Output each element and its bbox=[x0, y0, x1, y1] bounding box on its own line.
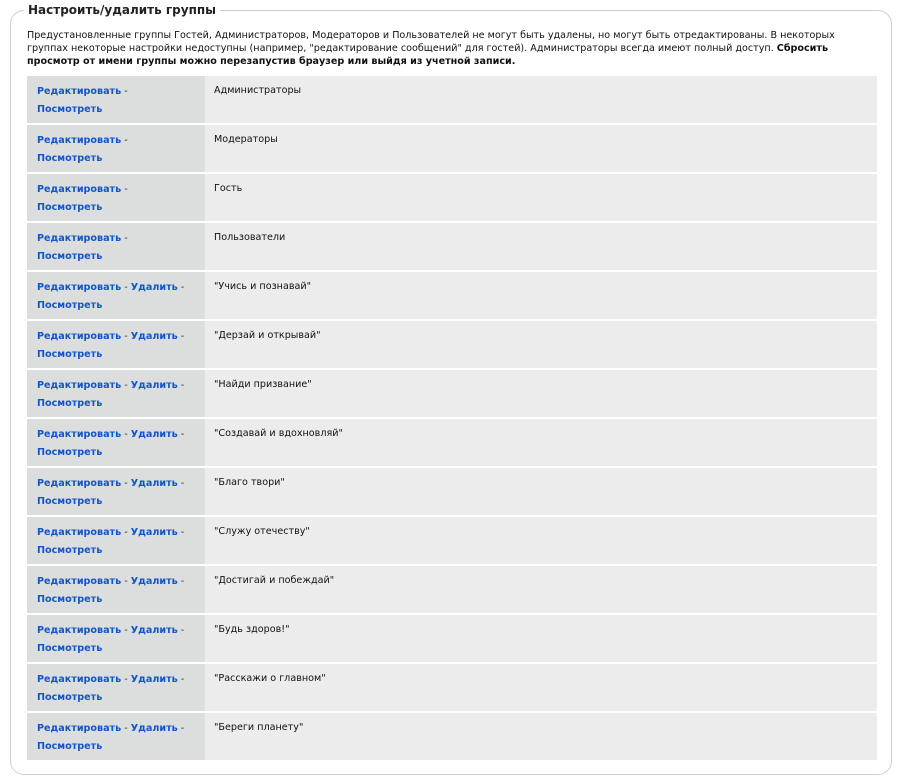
link-separator: - bbox=[177, 674, 185, 685]
group-row bbox=[27, 223, 877, 270]
delete-group-link[interactable]: Удалить bbox=[130, 674, 178, 685]
groups-table bbox=[27, 76, 877, 762]
edit-group-link[interactable]: Редактировать bbox=[37, 86, 122, 97]
view-as-group-link[interactable]: Посмотреть bbox=[37, 545, 103, 556]
view-as-group-link[interactable]: Посмотреть bbox=[37, 153, 103, 164]
view-as-group-link[interactable]: Посмотреть bbox=[37, 202, 103, 213]
link-separator: - bbox=[121, 478, 131, 489]
view-as-group-link[interactable]: Посмотреть bbox=[37, 251, 103, 262]
delete-group-link[interactable]: Удалить bbox=[130, 723, 178, 734]
group-row bbox=[27, 468, 877, 515]
group-name: Пользователи bbox=[205, 223, 877, 270]
group-name: "Достигай и побеждай" bbox=[205, 566, 877, 613]
delete-group-link[interactable]: Удалить bbox=[130, 478, 178, 489]
edit-group-link[interactable]: Редактировать bbox=[37, 184, 122, 195]
edit-group-link[interactable]: Редактировать bbox=[37, 527, 122, 538]
delete-group-link[interactable]: Удалить bbox=[130, 331, 178, 342]
link-separator: - bbox=[177, 429, 185, 440]
view-as-group-link[interactable]: Посмотреть bbox=[37, 643, 103, 654]
group-name: "Дерзай и открывай" bbox=[205, 321, 877, 368]
link-separator: - bbox=[121, 380, 131, 391]
group-actions-cell bbox=[27, 272, 205, 319]
group-name: "Береги планету" bbox=[205, 713, 877, 760]
group-actions-cell bbox=[27, 76, 205, 123]
delete-group-link[interactable]: Удалить bbox=[130, 282, 178, 293]
edit-group-link[interactable]: Редактировать bbox=[37, 331, 122, 342]
edit-group-link[interactable]: Редактировать bbox=[37, 429, 122, 440]
group-actions-cell bbox=[27, 566, 205, 613]
group-actions-cell bbox=[27, 321, 205, 368]
edit-group-link[interactable]: Редактировать bbox=[37, 135, 122, 146]
edit-group-link[interactable]: Редактировать bbox=[37, 282, 122, 293]
view-as-group-link[interactable]: Посмотреть bbox=[37, 741, 103, 752]
edit-group-link[interactable]: Редактировать bbox=[37, 674, 122, 685]
group-row bbox=[27, 566, 877, 613]
group-actions-cell bbox=[27, 664, 205, 711]
group-row bbox=[27, 713, 877, 760]
delete-group-link[interactable]: Удалить bbox=[130, 625, 178, 636]
link-separator: - bbox=[121, 576, 131, 587]
view-as-group-link[interactable]: Посмотреть bbox=[37, 349, 103, 360]
link-separator: - bbox=[121, 135, 128, 146]
group-actions-cell bbox=[27, 517, 205, 564]
group-row bbox=[27, 272, 877, 319]
group-actions-cell bbox=[27, 223, 205, 270]
link-separator: - bbox=[177, 527, 185, 538]
link-separator: - bbox=[177, 331, 185, 342]
link-separator: - bbox=[121, 527, 131, 538]
group-actions-cell bbox=[27, 615, 205, 662]
group-actions-cell bbox=[27, 125, 205, 172]
link-separator: - bbox=[177, 576, 185, 587]
link-separator: - bbox=[121, 282, 131, 293]
group-actions-cell bbox=[27, 419, 205, 466]
delete-group-link[interactable]: Удалить bbox=[130, 429, 178, 440]
delete-group-link[interactable]: Удалить bbox=[130, 527, 178, 538]
description-text: Предустановленные группы Гостей, Администраторов, Модераторов и Пользователей не могут быть удалены, но могут быть отредактированы. В некоторых группах некоторые настройки недоступны (например, "редактирование сообщений" для гостей). Администраторы всегда имеют полный доступ. bbox=[27, 30, 835, 54]
group-name: Администраторы bbox=[205, 76, 877, 123]
group-row bbox=[27, 174, 877, 221]
view-as-group-link[interactable]: Посмотреть bbox=[37, 398, 103, 409]
edit-group-link[interactable]: Редактировать bbox=[37, 723, 122, 734]
edit-group-link[interactable]: Редактировать bbox=[37, 625, 122, 636]
group-row bbox=[27, 125, 877, 172]
link-separator: - bbox=[121, 86, 128, 97]
view-as-group-link[interactable]: Посмотреть bbox=[37, 594, 103, 605]
edit-group-link[interactable]: Редактировать bbox=[37, 478, 122, 489]
view-as-group-link[interactable]: Посмотреть bbox=[37, 300, 103, 311]
link-separator: - bbox=[121, 674, 131, 685]
delete-group-link[interactable]: Удалить bbox=[130, 380, 178, 391]
group-actions-cell bbox=[27, 713, 205, 760]
link-separator: - bbox=[177, 380, 185, 391]
group-row bbox=[27, 419, 877, 466]
group-name: Гость bbox=[205, 174, 877, 221]
link-separator: - bbox=[177, 282, 185, 293]
link-separator: - bbox=[121, 331, 131, 342]
delete-group-link[interactable]: Удалить bbox=[130, 576, 178, 587]
edit-group-link[interactable]: Редактировать bbox=[37, 576, 122, 587]
link-separator: - bbox=[121, 429, 131, 440]
link-separator: - bbox=[121, 625, 131, 636]
group-actions-cell bbox=[27, 174, 205, 221]
view-as-group-link[interactable]: Посмотреть bbox=[37, 692, 103, 703]
group-name: "Благо твори" bbox=[205, 468, 877, 515]
group-row bbox=[27, 517, 877, 564]
view-as-group-link[interactable]: Посмотреть bbox=[37, 496, 103, 507]
link-separator: - bbox=[121, 184, 128, 195]
link-separator: - bbox=[177, 478, 185, 489]
section-description bbox=[27, 29, 857, 68]
group-row bbox=[27, 370, 877, 417]
group-name: "Будь здоров!" bbox=[205, 615, 877, 662]
view-as-group-link[interactable]: Посмотреть bbox=[37, 104, 103, 115]
group-row bbox=[27, 615, 877, 662]
link-separator: - bbox=[177, 723, 185, 734]
link-separator: - bbox=[177, 625, 185, 636]
group-name: Модераторы bbox=[205, 125, 877, 172]
group-row bbox=[27, 76, 877, 123]
view-as-group-link[interactable]: Посмотреть bbox=[37, 447, 103, 458]
group-row bbox=[27, 664, 877, 711]
group-name: "Расскажи о главном" bbox=[205, 664, 877, 711]
section-title: Настроить/удалить группы bbox=[24, 3, 220, 17]
group-actions-cell bbox=[27, 468, 205, 515]
group-actions-cell bbox=[27, 370, 205, 417]
group-row bbox=[27, 321, 877, 368]
description-bold-text: Сбросить просмотр от имени группы можно перезапустив браузер или выйдя из учетной записи. bbox=[27, 43, 829, 67]
group-name: "Найди призвание" bbox=[205, 370, 877, 417]
group-name: "Учись и познавай" bbox=[205, 272, 877, 319]
group-name: "Создавай и вдохновляй" bbox=[205, 419, 877, 466]
link-separator: - bbox=[121, 723, 131, 734]
link-separator: - bbox=[121, 233, 128, 244]
group-name: "Служу отечеству" bbox=[205, 517, 877, 564]
edit-group-link[interactable]: Редактировать bbox=[37, 233, 122, 244]
edit-group-link[interactable]: Редактировать bbox=[37, 380, 122, 391]
